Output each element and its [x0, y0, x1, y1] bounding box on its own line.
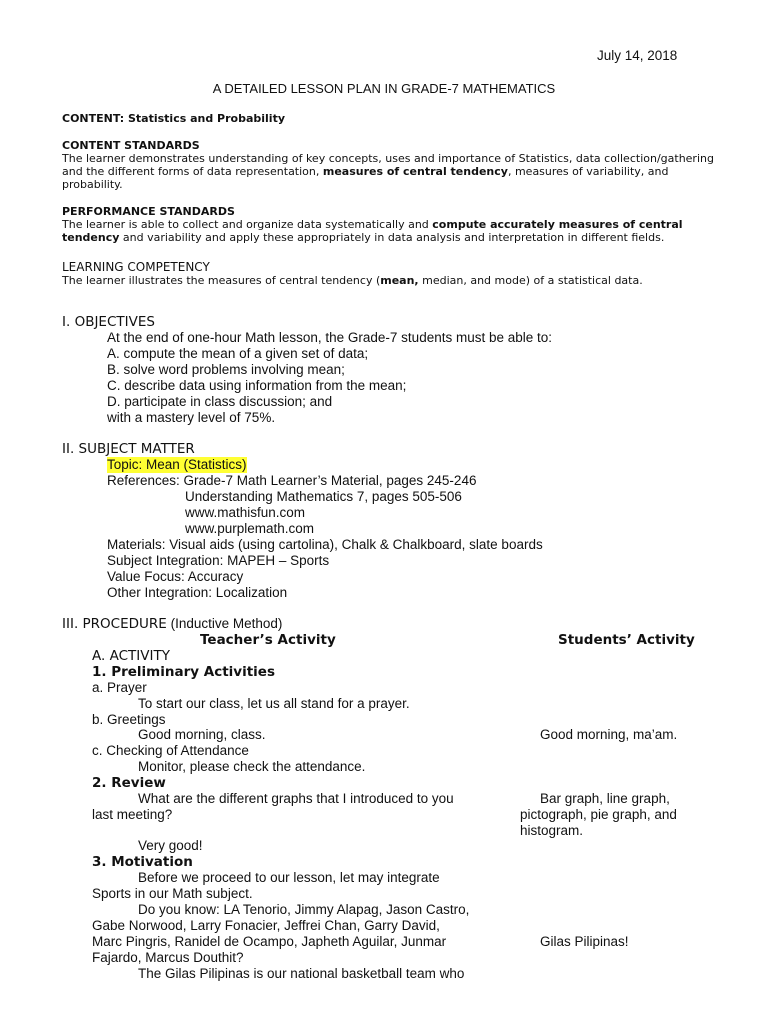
learning-competency-text-1: The learner illustrates the measures of central tendency (	[62, 274, 381, 287]
subject-matter-heading: II. SUBJECT MATTER	[62, 441, 195, 457]
objective-item: A. compute the mean of a given set of data;	[107, 346, 369, 361]
review-answer-1: Bar graph, line graph,	[540, 791, 670, 806]
objective-item: D. participate in class discussion; and	[107, 394, 333, 409]
procedure-method: (Inductive Method)	[166, 616, 283, 631]
performance-standards	[62, 205, 722, 244]
activity-heading: A. ACTIVITY	[92, 648, 170, 664]
other-integration: Other Integration: Localization	[107, 585, 288, 600]
review-answer-2: pictograph, pie graph, and	[520, 807, 677, 822]
greetings-reply: Good morning, ma’am.	[540, 727, 678, 742]
motivation-line: Fajardo, Marcus Douthit?	[92, 950, 244, 965]
content-value: Statistics and Probability	[124, 112, 286, 125]
content-line	[62, 112, 722, 125]
motivation-line: Before we proceed to our lesson, let may integrate	[138, 870, 440, 885]
procedure-heading-line	[62, 616, 282, 632]
review-question-1: What are the different graphs that I introduced to you	[138, 791, 454, 806]
topic-highlight: Topic: Mean (Statistics)	[107, 457, 247, 472]
teacher-activity-header: Teacher’s Activity	[200, 632, 336, 648]
learning-competency-text-2: median, and mode) of a statistical data.	[418, 274, 643, 287]
motivation-line: Gabe Norwood, Larry Fonacier, Jeffrei Chan, Garry David,	[92, 918, 440, 933]
greetings-text: Good morning, class.	[138, 727, 266, 742]
preliminary-heading: 1. Preliminary Activities	[92, 664, 275, 680]
references: References: Grade-7 Math Learner’s Material, pages 245-246	[107, 473, 477, 488]
content-standards-heading: CONTENT STANDARDS	[62, 139, 200, 152]
motivation-line: Do you know: LA Tenorio, Jimmy Alapag, Jason Castro,	[138, 902, 470, 917]
content-standards-text	[62, 152, 722, 191]
document-title: A DETAILED LESSON PLAN IN GRADE-7 MATHEMATICS	[212, 81, 556, 96]
performance-standards-text	[62, 218, 722, 244]
motivation-line: The Gilas Pilipinas is our national basketball team who	[138, 966, 465, 981]
content-standards-text-1: The learner demonstrates understanding of key concepts, uses and importance of Statistics, data collection/gathering and the different forms of data representation,	[62, 152, 714, 178]
content-standards-text-2: , measures of variability, and probability.	[62, 165, 669, 191]
objective-item: C. describe data using information from the mean;	[107, 378, 407, 393]
learning-competency	[62, 260, 722, 288]
content-standards-bold: measures of central tendency	[322, 165, 508, 178]
prayer-text: To start our class, let us all stand for a prayer.	[138, 696, 410, 711]
attendance-label: c. Checking of Attendance	[92, 743, 249, 758]
subject-integration: Subject Integration: MAPEH – Sports	[107, 553, 330, 568]
motivation-line: Marc Pingris, Ranidel de Ocampo, Japheth Aguilar, Junmar	[92, 934, 447, 949]
very-good: Very good!	[138, 838, 203, 853]
reference-item: Understanding Mathematics 7, pages 505-506	[185, 489, 462, 504]
content-label: CONTENT:	[62, 112, 125, 125]
motivation-reply: Gilas Pilipinas!	[540, 934, 629, 949]
attendance-text: Monitor, please check the attendance.	[138, 759, 366, 774]
review-question-2: last meeting?	[92, 807, 173, 822]
students-activity-header: Students’ Activity	[558, 632, 695, 648]
learning-competency-bold: mean,	[380, 274, 419, 287]
review-heading: 2. Review	[92, 775, 166, 791]
learning-competency-heading: LEARNING COMPETENCY	[62, 260, 210, 274]
objectives-heading: I. OBJECTIVES	[62, 314, 155, 330]
greetings-label: b. Greetings	[92, 712, 166, 727]
reference-item: www.mathisfun.com	[185, 505, 306, 520]
review-answer-3: histogram.	[520, 823, 584, 838]
objectives-intro: At the end of one-hour Math lesson, the Grade-7 students must be able to:	[107, 330, 553, 345]
performance-standards-text-1: The learner is able to collect and organize data systematically and	[62, 218, 433, 231]
content-standards	[62, 139, 722, 191]
motivation-line: Sports in our Math subject.	[92, 886, 253, 901]
motivation-heading: 3. Motivation	[92, 854, 193, 870]
value-focus: Value Focus: Accuracy	[107, 569, 244, 584]
procedure-heading: III. PROCEDURE	[62, 616, 167, 632]
learning-competency-text	[62, 274, 722, 288]
materials: Materials: Visual aids (using cartolina), Chalk & Chalkboard, slate boards	[107, 537, 543, 552]
objective-item: B. solve word problems involving mean;	[107, 362, 345, 377]
performance-standards-text-2: and variability and apply these appropriately in data analysis and interpretation in different fields.	[119, 231, 665, 244]
date: July 14, 2018	[597, 48, 678, 63]
prayer-label: a. Prayer	[92, 680, 147, 695]
objective-item: with a mastery level of 75%.	[107, 410, 276, 425]
performance-standards-bold: compute accurately measures of central tendency	[62, 218, 683, 244]
reference-item: www.purplemath.com	[185, 521, 315, 536]
performance-standards-heading: PERFORMANCE STANDARDS	[62, 205, 235, 218]
